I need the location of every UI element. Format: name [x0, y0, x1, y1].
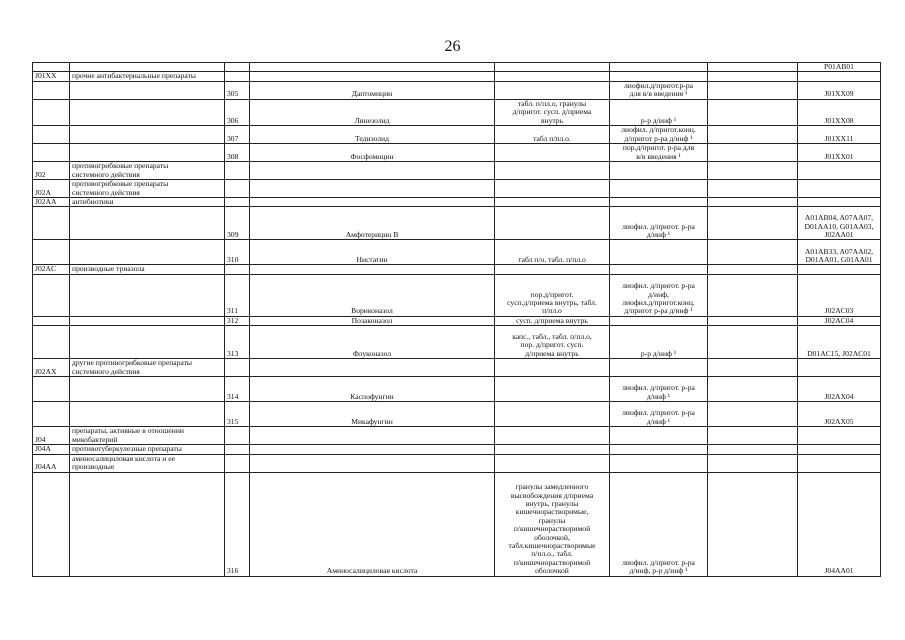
- empty-cell: [708, 144, 798, 162]
- empty-cell: [708, 274, 798, 316]
- atc-code-cell: [798, 359, 881, 377]
- table-row: [33, 472, 881, 576]
- text-line: д/инф ¹: [646, 391, 671, 401]
- atc-code-cell: [798, 81, 881, 99]
- atc-group-code-cell: [33, 144, 70, 162]
- atc-group-name-cell: [70, 99, 225, 125]
- atc-group-code-cell: J02A: [33, 180, 70, 198]
- atc-group-code-cell: [33, 274, 70, 316]
- table-row: [33, 427, 881, 445]
- text-line: сусп. д/приема внутрь: [516, 316, 588, 325]
- atc-code-cell: [798, 99, 881, 125]
- special-form-cell: [610, 180, 708, 198]
- drug-name-cell: Микафунгин: [250, 402, 495, 427]
- atc-group-code-cell: [33, 63, 70, 72]
- atc-code-cell: [798, 427, 881, 445]
- text-line: D01AC15, J02AC01: [807, 348, 871, 358]
- empty-cell: [708, 63, 798, 72]
- dosage-form-cell: [495, 359, 610, 377]
- atc-group-name-cell: [70, 240, 225, 265]
- row-number-cell: [225, 427, 250, 445]
- drug-name-cell: Вориконазол: [250, 274, 495, 316]
- dosage-form-cell: [495, 427, 610, 445]
- text-line: A01AB33, A07AA02,: [804, 246, 874, 256]
- drug-name-cell: Тедизолид: [250, 126, 495, 144]
- dosage-form-cell: [495, 402, 610, 427]
- special-form-cell: [610, 240, 708, 265]
- drug-name-cell: [250, 72, 495, 81]
- atc-group-name-cell: [70, 162, 225, 180]
- atc-group-name-cell: [70, 326, 225, 359]
- special-form-cell: [610, 445, 708, 454]
- text-line: J02AX04: [824, 391, 854, 401]
- text-line: J01XX09: [824, 89, 854, 99]
- text-line: для в/в введения ¹: [629, 89, 688, 99]
- text-line: противогрибковые препараты: [72, 161, 169, 171]
- dosage-form-cell: [495, 240, 610, 265]
- text-line: п/кишечнорастворимой: [513, 524, 591, 534]
- special-form-cell: [610, 359, 708, 377]
- atc-group-code-cell: J02AC: [33, 265, 70, 274]
- text-line: п/пл.о., табл.: [531, 549, 573, 559]
- atc-group-name-cell: [70, 207, 225, 240]
- atc-group-name-cell: [70, 180, 225, 198]
- atc-group-code-cell: [33, 402, 70, 427]
- text-line: табл п/пл.о.: [533, 133, 571, 143]
- dosage-form-cell: [495, 162, 610, 180]
- atc-group-code-cell: [33, 81, 70, 99]
- atc-group-code-cell: [33, 377, 70, 402]
- atc-code-cell: [798, 265, 881, 274]
- atc-code-cell: [798, 454, 881, 472]
- table-row: [33, 265, 881, 274]
- text-line: оболочкой,: [534, 532, 570, 542]
- atc-group-name-cell: [70, 359, 225, 377]
- atc-group-name-cell: [70, 126, 225, 144]
- text-line: внутрь: [540, 115, 564, 125]
- empty-cell: [708, 180, 798, 198]
- text-line: высвобождения д/приема: [510, 490, 594, 500]
- special-form-cell: [610, 402, 708, 427]
- table-row: [33, 240, 881, 265]
- text-line: A01AB04, A07AA07,: [804, 213, 874, 223]
- atc-group-name-cell: [70, 402, 225, 427]
- empty-cell: [708, 265, 798, 274]
- text-line: J02AC03: [824, 306, 854, 316]
- empty-cell: [708, 326, 798, 359]
- row-number-cell: [225, 162, 250, 180]
- text-line: микобактерий: [72, 434, 118, 444]
- atc-code-cell: [798, 274, 881, 316]
- text-line: антибиотики: [72, 197, 114, 207]
- text-line: лиофил.д/пригот.р-ра: [624, 81, 693, 90]
- text-line: д/приема внутрь: [525, 348, 579, 358]
- text-line: J01XX01: [824, 151, 854, 161]
- text-line: противотуберкулезные препараты: [72, 444, 182, 454]
- drug-name-cell: [250, 445, 495, 454]
- dosage-form-cell: [495, 265, 610, 274]
- row-number-cell: [225, 180, 250, 198]
- text-line: табл п/о, табл. п/пл.о: [518, 255, 586, 265]
- atc-code-cell: [798, 240, 881, 265]
- row-number-cell: 306: [225, 99, 250, 125]
- atc-code-cell: [798, 72, 881, 81]
- table-row: [33, 126, 881, 144]
- row-number-cell: 307: [225, 126, 250, 144]
- text-line: д/инф, р-р д/инф ¹: [629, 566, 688, 576]
- special-form-cell: [610, 427, 708, 445]
- text-line: пор.д/пригот. р-ра для: [622, 143, 695, 153]
- empty-cell: [708, 240, 798, 265]
- text-line: д/инф ¹: [646, 416, 671, 426]
- drug-name-cell: [250, 63, 495, 72]
- table-row: [33, 162, 881, 180]
- special-form-cell: [610, 274, 708, 316]
- text-line: противогрибковые препараты: [72, 179, 169, 189]
- text-line: препараты, активные в отношении: [72, 426, 184, 436]
- table-row: [33, 454, 881, 472]
- empty-cell: [708, 126, 798, 144]
- row-number-cell: [225, 63, 250, 72]
- row-number-cell: 316: [225, 472, 250, 576]
- atc-group-code-cell: [33, 472, 70, 576]
- drug-name-cell: Позаконазол: [250, 316, 495, 325]
- empty-cell: [708, 427, 798, 445]
- dosage-form-cell: [495, 207, 610, 240]
- dosage-form-cell: [495, 316, 610, 325]
- atc-group-code-cell: [33, 126, 70, 144]
- atc-group-code-cell: [33, 207, 70, 240]
- dosage-form-cell: [495, 326, 610, 359]
- atc-group-name-cell: [70, 198, 225, 207]
- row-number-cell: [225, 198, 250, 207]
- empty-cell: [708, 472, 798, 576]
- special-form-cell: [610, 126, 708, 144]
- drug-name-cell: Фосфомицин: [250, 144, 495, 162]
- text-line: J04AA01: [824, 566, 854, 576]
- table-row: [33, 359, 881, 377]
- atc-group-name-cell: [70, 316, 225, 325]
- atc-code-cell: [798, 326, 881, 359]
- atc-code-cell: [798, 402, 881, 427]
- text-line: р-р д/инф ¹: [640, 348, 677, 358]
- text-line: лиофил. д/пригот. р-ра: [622, 557, 695, 567]
- row-number-cell: 305: [225, 81, 250, 99]
- atc-code-cell: [798, 162, 881, 180]
- text-line: производные: [72, 462, 115, 472]
- dosage-form-cell: [495, 198, 610, 207]
- row-number-cell: 313: [225, 326, 250, 359]
- dosage-form-cell: [495, 377, 610, 402]
- dosage-form-cell: [495, 274, 610, 316]
- text-line: кишечнорастворимые,: [515, 507, 589, 517]
- drug-name-cell: Даптомицин: [250, 81, 495, 99]
- text-line: п/кишечнорастворимой: [513, 557, 591, 567]
- dosage-form-cell: [495, 180, 610, 198]
- special-form-cell: [610, 144, 708, 162]
- text-line: капс., табл., табл. п/пл.о,: [512, 332, 592, 342]
- text-line: р-р д/инф ¹: [640, 115, 677, 125]
- text-line: гранулы замедленного: [515, 482, 589, 492]
- atc-group-code-cell: J01XX: [33, 72, 70, 81]
- row-number-cell: 314: [225, 377, 250, 402]
- atc-group-code-cell: [33, 99, 70, 125]
- page-number: 26: [444, 38, 461, 55]
- dosage-form-cell: [495, 472, 610, 576]
- special-form-cell: [610, 454, 708, 472]
- drug-name-cell: [250, 454, 495, 472]
- table-row: [33, 316, 881, 325]
- atc-group-code-cell: J02: [33, 162, 70, 180]
- drug-name-cell: [250, 162, 495, 180]
- text-line: системного действия: [72, 187, 140, 197]
- atc-code-cell: [798, 63, 881, 72]
- atc-group-code-cell: [33, 240, 70, 265]
- dosage-form-cell: [495, 81, 610, 99]
- empty-cell: [708, 72, 798, 81]
- atc-group-name-cell: [70, 144, 225, 162]
- empty-cell: [708, 99, 798, 125]
- dosage-form-cell: [495, 454, 610, 472]
- table-row: [33, 63, 881, 72]
- table-row: [33, 377, 881, 402]
- drug-name-cell: [250, 265, 495, 274]
- empty-cell: [708, 207, 798, 240]
- table-row: [33, 144, 881, 162]
- atc-group-name-cell: [70, 63, 225, 72]
- text-line: п/пл.о: [542, 306, 562, 316]
- atc-group-name-cell: [70, 377, 225, 402]
- table-row: [33, 81, 881, 99]
- table-row: [33, 99, 881, 125]
- text-line: лиофил. д/пригот. р-ра: [622, 281, 695, 291]
- text-line: д/инф ¹: [646, 230, 671, 240]
- special-form-cell: [610, 198, 708, 207]
- atc-group-name-cell: [70, 72, 225, 81]
- table-row: [33, 326, 881, 359]
- empty-cell: [708, 402, 798, 427]
- empty-cell: [708, 445, 798, 454]
- drug-name-cell: [250, 180, 495, 198]
- special-form-cell: [610, 377, 708, 402]
- atc-group-code-cell: J04: [33, 427, 70, 445]
- table-row: [33, 207, 881, 240]
- atc-group-code-cell: [33, 326, 70, 359]
- special-form-cell: [610, 472, 708, 576]
- special-form-cell: [610, 72, 708, 81]
- dosage-form-cell: [495, 72, 610, 81]
- atc-group-name-cell: [70, 427, 225, 445]
- drug-name-cell: Амфотерицин В: [250, 207, 495, 240]
- text-line: производные триазола: [72, 264, 145, 274]
- table-row: [33, 72, 881, 81]
- row-number-cell: [225, 265, 250, 274]
- text-line: аминосалициловая кислота и ее: [72, 454, 175, 463]
- text-line: д/инф,: [648, 289, 669, 299]
- text-line: прочие антибактериальные препараты: [72, 71, 196, 81]
- drug-list-table: [32, 62, 881, 577]
- text-line: д/пригот р-ра д/инф ¹: [624, 133, 693, 143]
- special-form-cell: [610, 81, 708, 99]
- text-line: J02AX05: [824, 416, 854, 426]
- row-number-cell: 309: [225, 207, 250, 240]
- dosage-form-cell: [495, 99, 610, 125]
- drug-name-cell: Линезолид: [250, 99, 495, 125]
- text-line: D01AA01, G01AA01: [805, 255, 873, 265]
- atc-code-cell: [798, 198, 881, 207]
- atc-group-code-cell: J02AX: [33, 359, 70, 377]
- text-line: пор.д/пригот.: [530, 289, 574, 299]
- table-row: [33, 402, 881, 427]
- special-form-cell: [610, 316, 708, 325]
- empty-cell: [708, 162, 798, 180]
- atc-group-name-cell: [70, 445, 225, 454]
- atc-code-cell: [798, 207, 881, 240]
- row-number-cell: 312: [225, 316, 250, 325]
- text-line: P01AB01: [824, 62, 854, 71]
- text-line: табл.кишечнорастворимые: [508, 541, 596, 551]
- empty-cell: [708, 359, 798, 377]
- atc-code-cell: [798, 180, 881, 198]
- text-line: лиофил. д/пригот.конц.: [621, 125, 696, 135]
- row-number-cell: [225, 454, 250, 472]
- text-line: J01XX08: [824, 115, 854, 125]
- text-line: системного действия: [72, 169, 140, 179]
- text-line: пор. д/пригот. сусп.: [520, 340, 584, 350]
- atc-code-cell: [798, 126, 881, 144]
- table-row: [33, 445, 881, 454]
- text-line: системного действия: [72, 366, 140, 376]
- empty-cell: [708, 198, 798, 207]
- text-line: лиофил. д/пригот. р-ра: [622, 221, 695, 231]
- atc-code-cell: [798, 377, 881, 402]
- text-line: оболочкой: [535, 566, 569, 576]
- row-number-cell: 315: [225, 402, 250, 427]
- special-form-cell: [610, 265, 708, 274]
- atc-code-cell: [798, 445, 881, 454]
- row-number-cell: [225, 359, 250, 377]
- text-line: J01XX11: [824, 133, 854, 143]
- atc-group-name-cell: [70, 454, 225, 472]
- row-number-cell: [225, 445, 250, 454]
- row-number-cell: [225, 72, 250, 81]
- atc-group-name-cell: [70, 274, 225, 316]
- atc-code-cell: [798, 316, 881, 325]
- dosage-form-cell: [495, 63, 610, 72]
- drug-name-cell: [250, 427, 495, 445]
- row-number-cell: 308: [225, 144, 250, 162]
- empty-cell: [708, 454, 798, 472]
- dosage-form-cell: [495, 144, 610, 162]
- special-form-cell: [610, 99, 708, 125]
- text-line: лиофил. д/пригот. р-ра: [622, 408, 695, 418]
- atc-group-name-cell: [70, 472, 225, 576]
- atc-group-code-cell: [33, 316, 70, 325]
- text-line: D01AA10, G01AA03,: [804, 221, 874, 231]
- text-line: внутрь, гранулы: [525, 499, 579, 508]
- atc-group-code-cell: J04AA: [33, 454, 70, 472]
- table-row: [33, 180, 881, 198]
- row-number-cell: 311: [225, 274, 250, 316]
- text-line: д/пригот. сусп. д/приема: [512, 107, 592, 117]
- empty-cell: [708, 81, 798, 99]
- text-line: лиофил.д/пригот.конц.: [622, 298, 695, 308]
- empty-cell: [708, 377, 798, 402]
- atc-group-code-cell: J04A: [33, 445, 70, 454]
- dosage-form-cell: [495, 126, 610, 144]
- atc-code-cell: [798, 472, 881, 576]
- empty-cell: [708, 316, 798, 325]
- special-form-cell: [610, 63, 708, 72]
- dosage-form-cell: [495, 445, 610, 454]
- drug-name-cell: [250, 359, 495, 377]
- text-line: J02AA01: [824, 230, 854, 240]
- text-line: J02AC04: [824, 316, 854, 325]
- text-line: табл. п/пл.о, гранулы: [517, 99, 587, 108]
- atc-group-name-cell: [70, 265, 225, 274]
- drug-name-cell: Нистатин: [250, 240, 495, 265]
- text-line: гранулы: [538, 515, 566, 525]
- special-form-cell: [610, 326, 708, 359]
- text-line: лиофил. д/пригот. р-ра: [622, 383, 695, 393]
- atc-group-name-cell: [70, 81, 225, 99]
- text-line: д/пригот р-ра д/инф ¹: [624, 306, 693, 316]
- text-line: сусп.д/приема внутрь, табл.: [507, 298, 597, 308]
- drug-name-cell: [250, 198, 495, 207]
- text-line: в/в введения ¹: [636, 151, 681, 161]
- special-form-cell: [610, 207, 708, 240]
- table-body: [33, 63, 881, 577]
- atc-group-code-cell: J02AA: [33, 198, 70, 207]
- special-form-cell: [610, 162, 708, 180]
- table-row: [33, 274, 881, 316]
- drug-name-cell: Каспофунгин: [250, 377, 495, 402]
- text-line: другие противогрибковые препараты: [72, 358, 193, 368]
- drug-name-cell: Аминосалициловая кислота: [250, 472, 495, 576]
- drug-name-cell: Флуконазол: [250, 326, 495, 359]
- row-number-cell: 310: [225, 240, 250, 265]
- table-row: [33, 198, 881, 207]
- atc-code-cell: [798, 144, 881, 162]
